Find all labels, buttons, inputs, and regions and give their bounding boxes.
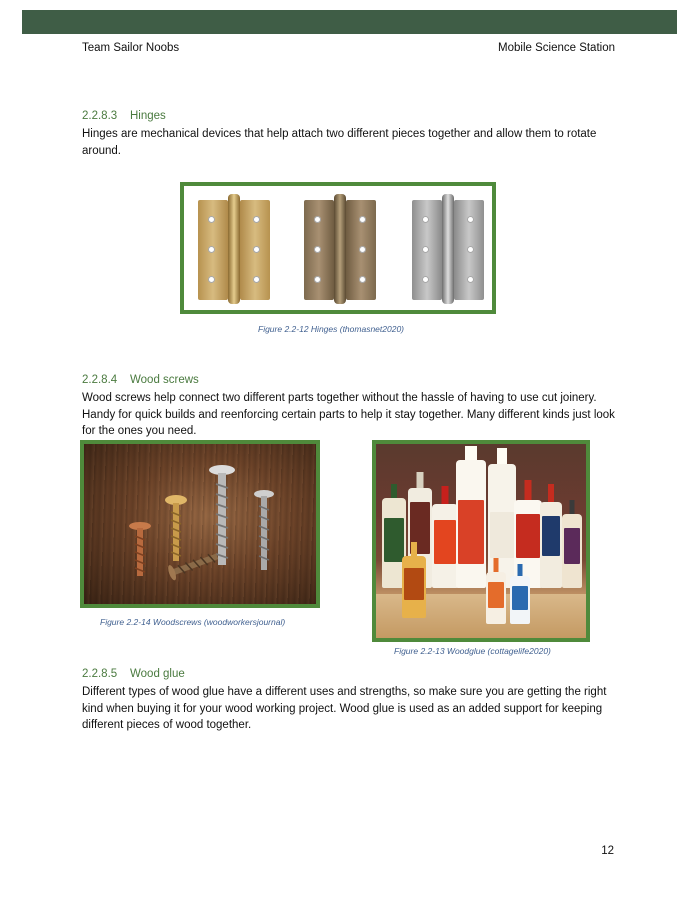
section-title: Hinges <box>130 110 166 122</box>
section-heading-wood-screws <box>82 374 199 386</box>
steel-hinge <box>412 194 484 304</box>
glue-bottle <box>510 576 530 624</box>
figure-hinges-image <box>180 182 496 314</box>
glue-bottle <box>432 504 458 588</box>
figure-woodglue-image <box>372 440 590 642</box>
section-body-wood-glue: Different types of wood glue have a different uses and strengths, so make sure you are getting the right kind when buying it for your wood working project. Wood glue is used as an added support for keeping different pieces of wood together. <box>82 686 607 731</box>
glue-bottle <box>562 514 582 588</box>
header-team-name: Team Sailor Noobs <box>82 42 180 54</box>
section-number: 2.2.8.3 <box>82 110 118 122</box>
figure-caption-woodscrews: Figure 2.2-14 Woodscrews (woodworkersjournal) <box>100 617 286 627</box>
glue-bottle <box>402 556 426 618</box>
section-body-hinges: Hinges are mechanical devices that help attach two different pieces together and allow them to rotate around. <box>82 128 597 157</box>
header-project-title: Mobile Science Station <box>498 42 615 54</box>
section-title: Wood screws <box>130 374 199 386</box>
section-heading-wood-glue <box>82 668 185 680</box>
section-body-wood-screws: Wood screws help connect two different parts together without the hassle of having to use cut joinery. Handy for quick builds and reenforcing certain parts to help it stay together. Many different kinds just look for the ones you need. <box>82 392 615 437</box>
screws-illustration <box>84 444 316 604</box>
glue-bottle <box>540 502 562 588</box>
page-number: 12 <box>601 845 614 857</box>
section-number: 2.2.8.5 <box>82 668 118 680</box>
section-title: Wood glue <box>130 668 185 680</box>
brass-hinge <box>198 194 270 304</box>
glue-bottle <box>456 460 486 588</box>
bronze-hinge <box>304 194 376 304</box>
figure-caption-hinges: Figure 2.2-12 Hinges (thomasnet2020) <box>258 324 404 334</box>
figure-woodscrews-image <box>80 440 320 608</box>
figure-caption-woodglue: Figure 2.2-13 Woodglue (cottagelife2020) <box>394 646 551 656</box>
section-heading-hinges <box>82 110 166 122</box>
header-band <box>22 10 677 34</box>
section-number: 2.2.8.4 <box>82 374 118 386</box>
glue-bottle <box>486 572 506 624</box>
glue-bottle <box>488 464 516 588</box>
